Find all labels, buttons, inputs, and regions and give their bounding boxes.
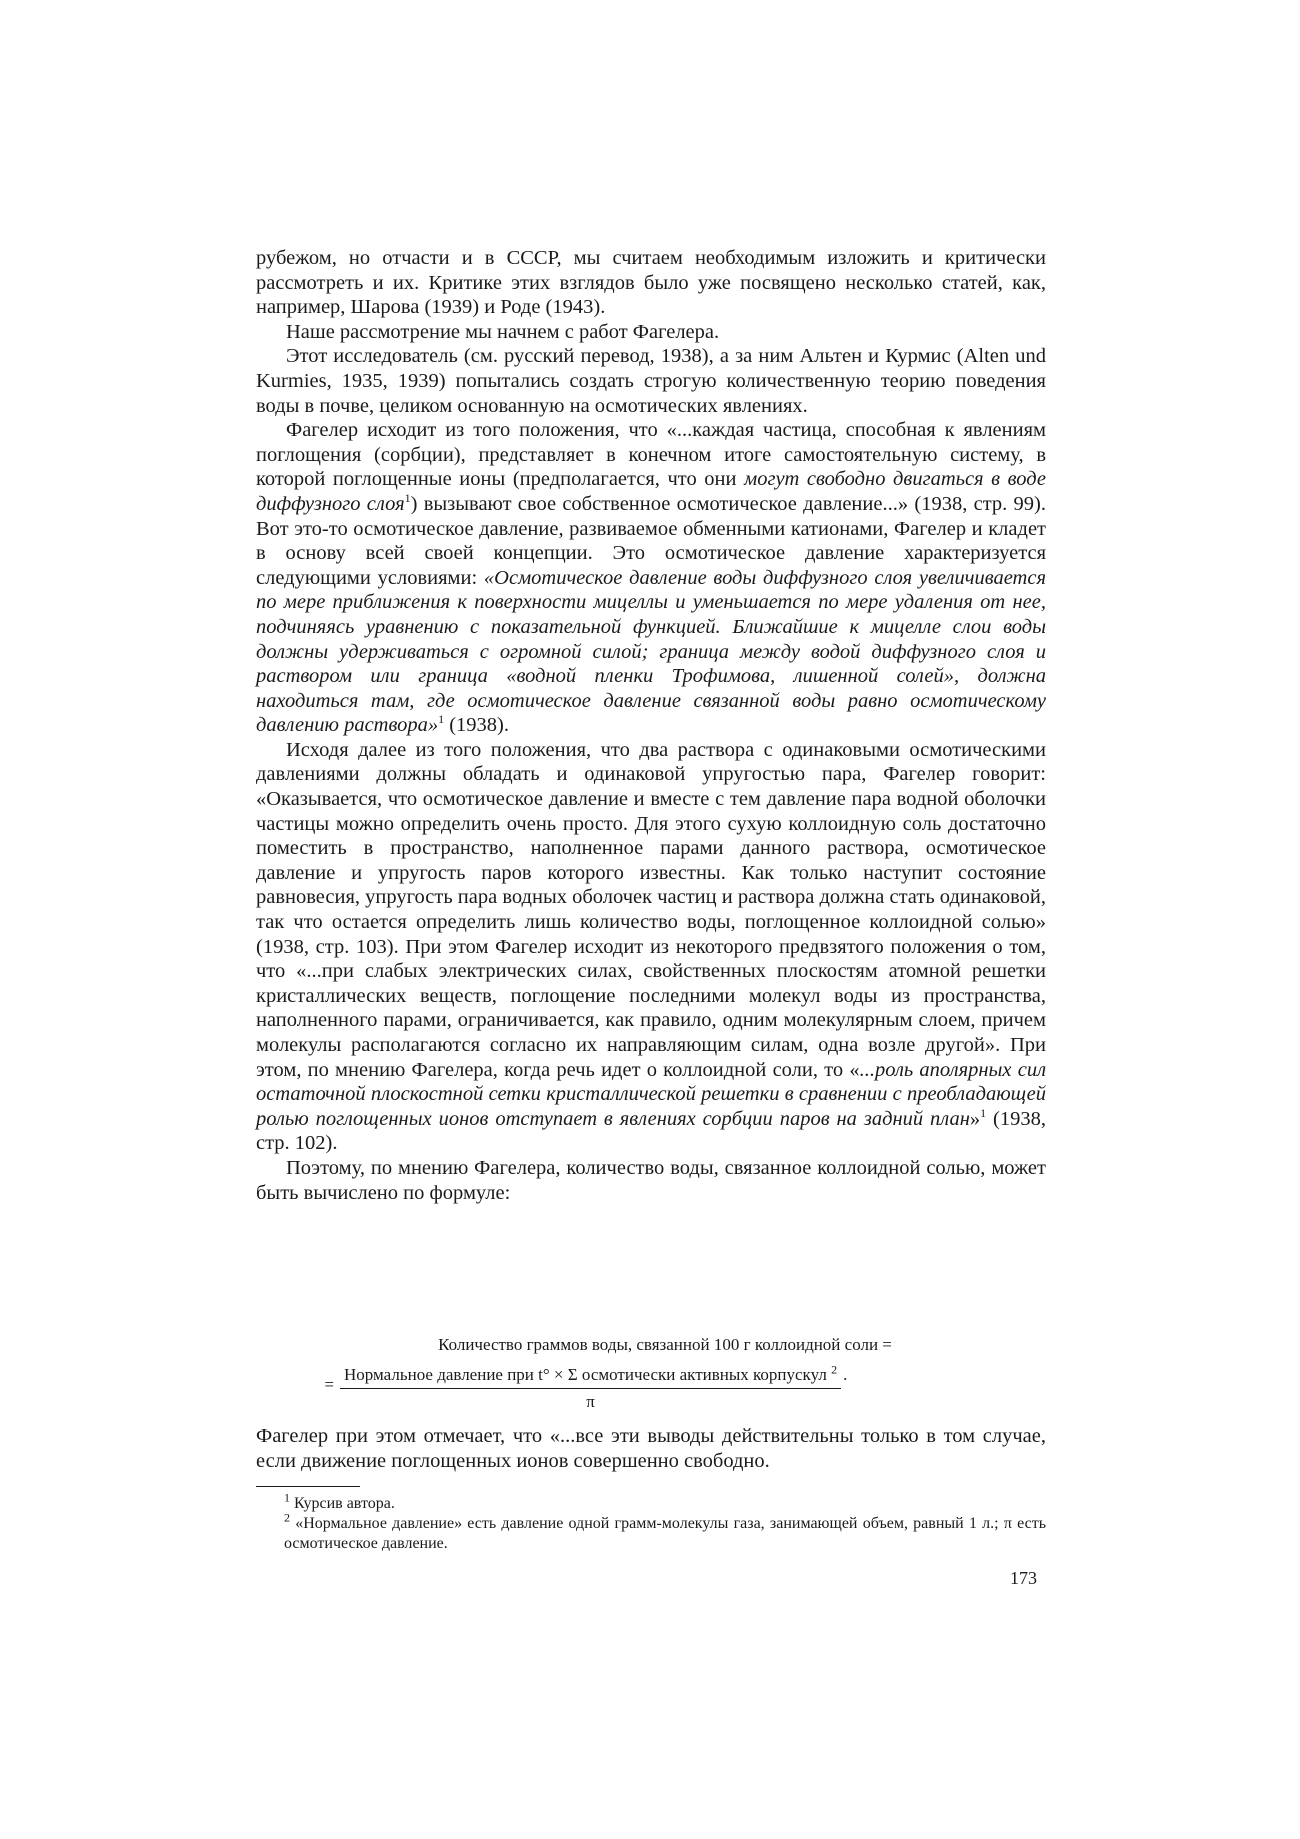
paragraph-4-italic-2: «Осмотическое давление воды диффузного слоя увеличивается по мере приближения к поверхности мицеллы и уменьшается по мере удаления от нее, подчиняясь уравнению с показательной функцией. Ближайшие к мицелле слои воды должны удерживаться с огромной силой; граница между водой диффузного слоя и раствором или граница «водной пленки Трофимова, лишенной солей», должна находиться там, где осмотическое давление связанной воды равно осмотическому давлению раствора» (256, 566, 1046, 737)
footnote-1-mark: 1 (284, 1490, 290, 1505)
closing-text (256, 1424, 1046, 1473)
footnote-1 (256, 1490, 1046, 1514)
paragraph-2: Наше рассмотрение мы начнем с работ Фагелера. (286, 320, 720, 343)
paragraph-4-text-a: Фагелер исходит из того положения, что «...каждая частица, способная к явлениям поглощения (сорбции), представляет в конечном итоге самостоятельную систему, в которой поглощенные ионы (предполагается, что они (256, 419, 1046, 491)
formula-equals: = (324, 1375, 334, 1394)
footnote-1-text: Курсив автора. (294, 1495, 395, 1512)
formula-numerator (340, 1364, 841, 1389)
footnote-2-mark: 2 (284, 1510, 290, 1525)
closing-paragraph: Фагелер при этом отмечает, что «...все эти выводы действительны только в том случае, если движение поглощенных ионов совершенно свободно. (256, 1425, 1046, 1472)
footnote-ref-1b: 1 (438, 712, 445, 727)
paragraph-3: Этот исследователь (см. русский перевод, 1938), а за ним Альтен и Курмис (Alten und Kurmies, 1935, 1939) попытались создать строгую количественную теорию поведения воды в почве, целиком основанную на осмотических явлениях. (256, 345, 1046, 417)
paragraph-5-text-b: » (969, 1107, 981, 1130)
paragraph-5-text-a: Исходя далее из того положения, что два раствора с одинаковыми осмотическими давлениями должны обладать и одинаковой упругостью пара, Фагелер говорит: «Оказывается, что осмотическое давление и вместе с тем давление пара водной оболочки частицы можно определить очень просто. Для этого сухую коллоидную соль достаточно поместить в пространство, наполненное парами данного раствора, осмотическое давление и упругость паров которого известны. Как только наступит состояние равновесия, упругость пара водных оболочек частиц и раствора должна стать одинаковой, так что остается определить лишь количество воды, поглощенное коллоидной солью» (1938, стр. 103). При этом Фагелер исходит из некоторого предвзятого положения о том, что «...при слабых электрических силах, свойственных плоскостям атомной решетки кристаллических веществ, поглощение последними молекул воды из пространства, наполненного парами, ограничивается, как правило, одним молекулярным слоем, причем молекулы располагаются согласно их направляющим силам, одна возле другой». При этом, по мнению Фагелера, когда речь идет о коллоидной соли, то « (256, 738, 1046, 1081)
footnote-divider (256, 1486, 360, 1487)
paragraph-1: рубежом, но отчасти и в СССР, мы считаем необходимым изложить и критически рассмотреть и их. Критике этих взглядов было уже посвящено несколько статей, как, например, Шарова (1939) и Роде (1943). (256, 247, 1046, 319)
paragraph-4-italic-1: могут свободно двигаться в воде диффузного слоя (256, 468, 1046, 515)
paragraph-5-text-c: (1938, стр. 102). (256, 1107, 1046, 1155)
formula (300, 1334, 1020, 1413)
footnote-ref-1c: 1 (980, 1105, 987, 1120)
paragraph-6: Поэтому, по мнению Фагелера, количество воды, связанное коллоидной солью, может быть вычислено по формуле: (256, 1156, 1046, 1204)
footnotes (256, 1490, 1047, 1554)
page-number: 173 (1010, 1568, 1037, 1588)
formula-denominator: π (586, 1392, 595, 1411)
footnote-2-text: «Нормальное давление» есть давление одной грамм-молекулы газа, занимающей объем, равный 1 л.; π есть осмотическое давление. (284, 1515, 1047, 1552)
formula-num-den (340, 1364, 841, 1413)
main-text (256, 246, 1046, 1205)
formula-numerator-text: Нормальное давление при t° × Σ осмотически активных корпускул (344, 1365, 827, 1384)
footnote-ref-1: 1 (404, 491, 411, 506)
paragraph-4-text-b: ) вызывают свое собственное осмотическое давление...» (1938, стр. 99). Вот это-то осмотическое давление, развиваемое обменными катионами, Фагелер и кладет в основу всей своей концепции. Это осмотическое давление характеризуется следующими условиями: (256, 492, 1046, 589)
formula-line-1: Количество граммов воды, связанной 100 г коллоидной соли = (438, 1335, 892, 1354)
paragraph-4 (256, 418, 1046, 738)
formula-fraction (300, 1364, 1020, 1413)
formula-period: . (843, 1365, 848, 1384)
paragraph-5-italic: ...роль аполярных сил остаточной плоскостной сетки кристаллической решетки в сравнении с преобладающей ролью поглощенных ионов отступает в явлениях сорбции паров на задний план (256, 1058, 1047, 1130)
paragraph-4-text-c: (1938). (444, 714, 510, 737)
footnote-2 (256, 1510, 1047, 1554)
footnote-ref-2: 2 (831, 1362, 838, 1377)
paragraph-5 (256, 738, 1046, 1156)
